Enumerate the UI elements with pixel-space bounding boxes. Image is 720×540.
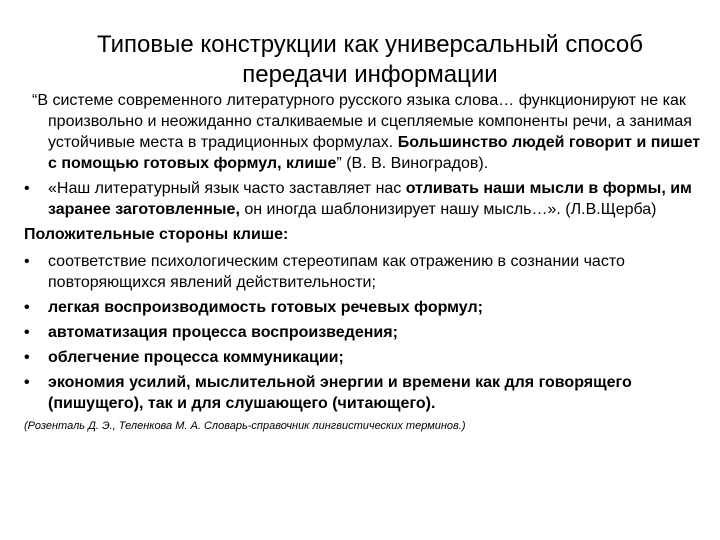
slide-title xyxy=(40,30,700,90)
positive-item xyxy=(24,322,704,343)
title-line-1: Типовые конструкции как универсальный способ xyxy=(96,31,644,58)
positive-item xyxy=(24,251,704,293)
bullet-icon: • xyxy=(24,324,30,341)
bullet-icon: • xyxy=(24,349,30,366)
shcherba-quote-part-3: он иногда шаблонизирует нашу мысль…». (Л.В.Щерба) xyxy=(239,201,657,218)
positives-list xyxy=(24,251,704,414)
vinogradov-quote-part-3: ” (В. В. Виноградов). xyxy=(336,155,489,172)
bullet-icon: • xyxy=(24,180,30,197)
bullet-icon: • xyxy=(24,253,30,270)
positive-item-text: облегчение процесса коммуникации; xyxy=(48,349,344,366)
title-line-2: передачи информации xyxy=(242,61,498,88)
positive-item-text: экономия усилий, мыслительной энергии и времени как для говорящего (пишущего), так и для слушающего (читающего). xyxy=(48,374,632,412)
positives-heading: Положительные стороны клише: xyxy=(24,226,289,243)
vinogradov-quote xyxy=(24,90,704,174)
shcherba-quote xyxy=(24,178,704,220)
bullet-icon: • xyxy=(24,374,30,391)
positive-item xyxy=(24,347,704,368)
positive-item-text: соответствие психологическим стереотипам как отражению в сознании часто повторяющихся явлений действительности; xyxy=(48,253,625,291)
positive-item xyxy=(24,297,704,318)
positive-item-text: автоматизация процесса воспроизведения; xyxy=(48,324,398,341)
positive-item-text: легкая воспроизводимость готовых речевых формул; xyxy=(48,299,483,316)
bullet-icon: • xyxy=(24,299,30,316)
positive-item xyxy=(24,372,704,414)
slide-body xyxy=(24,90,704,438)
source-citation: (Розенталь Д. Э., Теленкова М. А. Словарь-справочник лингвистических терминов.) xyxy=(24,420,466,432)
vinogradov-quote-bold: Большинство людей говорит и пишет с помощью готовых формул, клише xyxy=(48,134,701,172)
shcherba-quote-part-1: «Наш литературный язык часто заставляет нас xyxy=(48,180,406,197)
shcherba-quote-bold: отливать наши мысли в формы, им заранее заготовленные, xyxy=(48,180,692,218)
vinogradov-quote-part-1: “В системе современного литературного русского языка слова… функционируют не как произвольно и неожиданно сталкиваемые и сцепляемые компоненты речи, а занимая устойчивые места в традиционных формулах. xyxy=(32,92,692,151)
